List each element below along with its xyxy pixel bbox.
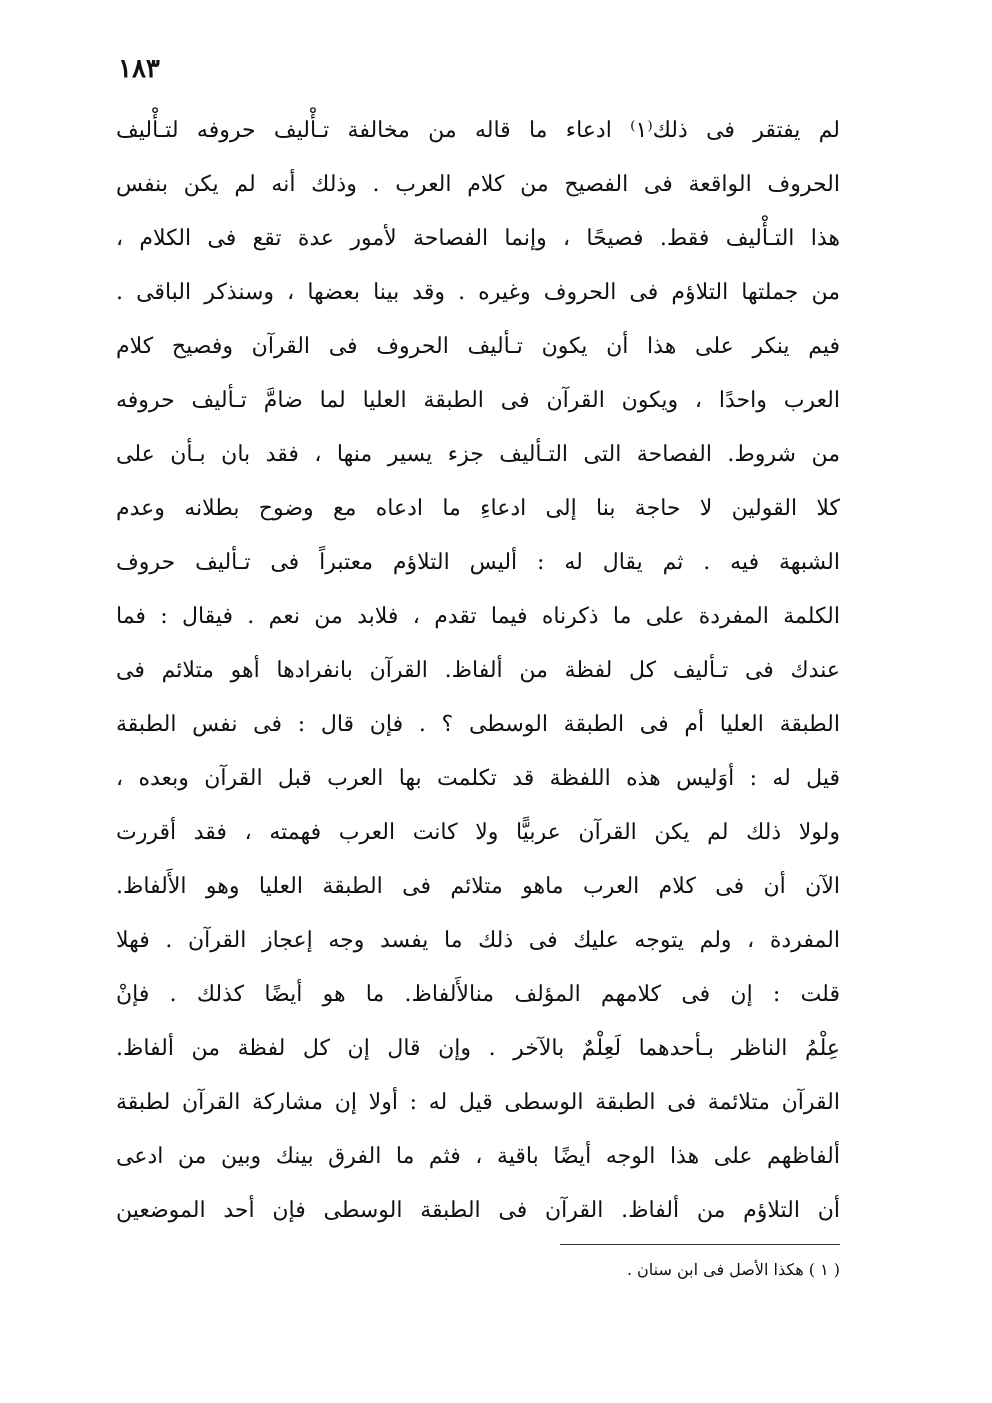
text-line: القرآن متلائمة فى الطبقة الوسطى قيل له : أولا إن مشاركة القرآن لطبقة — [116, 1090, 840, 1115]
text-line: قلت : إن فى كلامهم المؤلف منالأَلفاظ. ما هو أيضًا كذلك . فإنْ — [116, 982, 840, 1007]
text-line: الشبهة فيه . ثم يقال له : أليس التلاؤم معتبراً فى تـأليف حروف — [116, 550, 840, 575]
text-line: هذا التـأْليف فقط. فصيحًا ، وإنما الفصاحة لأمور عدة تقع فى الكلام ، — [116, 226, 840, 251]
text-line: من جملتها التلاؤم فى الحروف وغيره . وقد بينا بعضها ، وسنذكر الباقى . — [116, 280, 840, 305]
text-line: الكلمة المفردة على ما ذكرناه فيما تقدم ، فلابد من نعم . فيقال : فما — [116, 604, 840, 629]
text-line: الطبقة العليا أم فى الطبقة الوسطى ؟ . فإن قال : فى نفس الطبقة — [116, 712, 840, 737]
page-number: ١٨٣ — [118, 54, 160, 84]
body-text — [116, 104, 840, 1238]
text-line: عِلْمُ الناظر بـأحدهما لَعِلْمٌ بالآخر . وإن قال إن كل لفظة من ألفاظ. — [116, 1036, 840, 1061]
text-line: من شروط. الفصاحة التى التـأليف جزء يسير منها ، فقد بان بـأن على — [116, 442, 840, 467]
text-line: العرب واحدًا ، ويكون القرآن فى الطبقة العليا لما ضامَّ تـأليف حروفه — [116, 388, 840, 413]
text-line: عندك فى تـأليف كل لفظة من ألفاظ. القرآن بانفرادها أهو متلائم فى — [116, 658, 840, 683]
text-line: الآن أن فى كلام العرب ماهو متلائم فى الطبقة العليا وهو الأَلفاظ. — [116, 874, 840, 899]
text-line: الحروف الواقعة فى الفصيح من كلام العرب . وذلك أنه لم يكن بنفس — [116, 172, 840, 197]
text-line: أن التلاؤم من ألفاظ. القرآن فى الطبقة الوسطى فإن أحد الموضعين — [116, 1198, 840, 1223]
text-line: ولولا ذلك لم يكن القرآن عربيًّا ولا كانت العرب فهمته ، فقد أقررت — [116, 820, 840, 845]
text-line: قيل له : أوَليس هذه اللفظة قد تكلمت بها العرب قبل القرآن وبعده ، — [116, 766, 840, 791]
text-line: ألفاظهم على هذا الوجه أيضًا باقية ، فثم ما الفرق بينك وبين من ادعى — [116, 1144, 840, 1169]
text-line: كلا القولين لا حاجة بنا إلى ادعاءِ ما ادعاه مع وضوح بطلانه وعدم — [116, 496, 840, 521]
text-line: لم يفتقر فى ذلك⁽١⁾ ادعاء ما قاله من مخالفة تـأْليف حروفه لتـأْليف — [116, 118, 840, 143]
footnote: ( ١ ) هكذا الأصل فى ابن سنان . — [626, 1260, 840, 1279]
text-line: فيم ينكر على هذا أن يكون تـأليف الحروف فى القرآن وفصيح كلام — [116, 334, 840, 359]
footnote-divider — [560, 1244, 840, 1245]
text-line: المفردة ، ولم يتوجه عليك فى ذلك ما يفسد وجه إعجاز القرآن . فهلا — [116, 928, 840, 953]
